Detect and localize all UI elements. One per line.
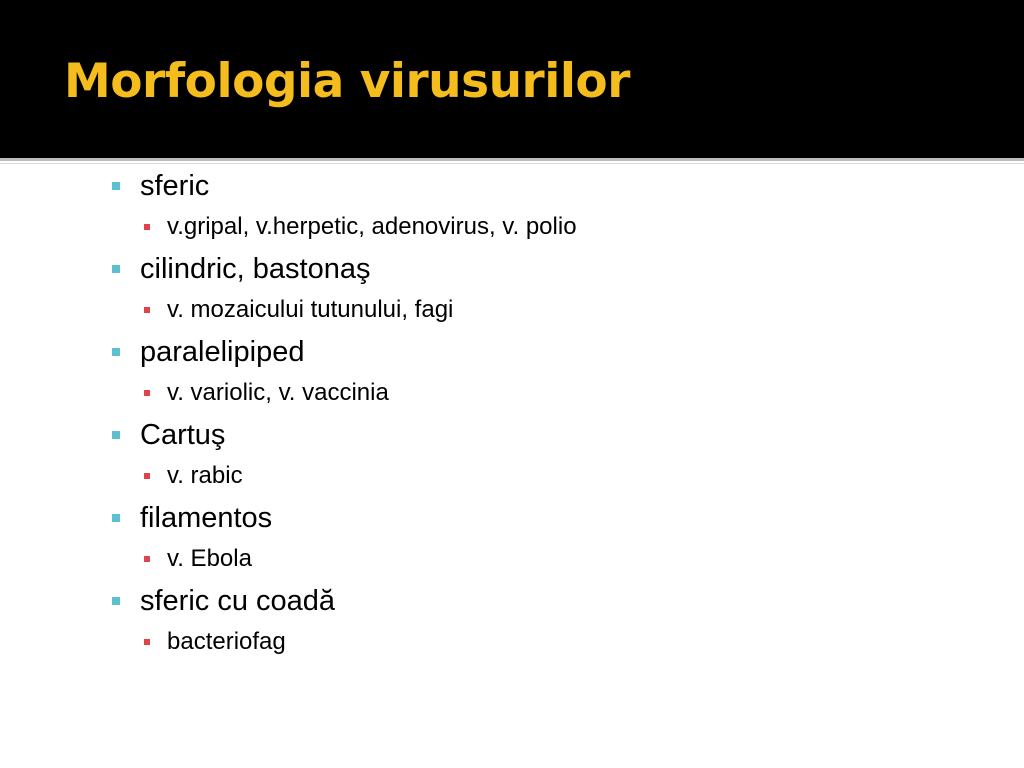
- square-bullet-icon: [144, 307, 150, 313]
- bullet-level-1: [112, 250, 992, 287]
- list-item: [112, 582, 992, 665]
- bullet-level-1: [112, 582, 992, 619]
- bullet-level-2: [112, 619, 992, 665]
- bullet-level-2: [112, 204, 992, 250]
- sub-bullet-text: v. Ebola: [167, 545, 252, 572]
- list-item: [112, 416, 992, 499]
- bullet-level-1: [112, 333, 992, 370]
- bullet-level-2: [112, 287, 992, 333]
- square-bullet-icon: [144, 224, 150, 230]
- square-bullet-icon: [112, 514, 120, 522]
- bullet-text: Cartuş: [140, 418, 226, 451]
- list-item: [112, 250, 992, 333]
- title-divider-thin: [0, 163, 1024, 164]
- sub-bullet-text: v. mozaicului tutunului, fagi: [167, 296, 454, 323]
- bullet-text: filamentos: [140, 501, 273, 534]
- sub-bullet-text: v.gripal, v.herpetic, adenovirus, v. polio: [167, 213, 577, 240]
- square-bullet-icon: [112, 182, 120, 190]
- bullet-level-2: [112, 453, 992, 499]
- bullet-level-2: [112, 536, 992, 582]
- square-bullet-icon: [112, 348, 120, 356]
- square-bullet-icon: [112, 265, 120, 273]
- bullet-text: paralelipiped: [140, 335, 305, 368]
- bullet-level-1: [112, 499, 992, 536]
- list-item: [112, 499, 992, 582]
- bullet-text: sferic: [140, 169, 210, 202]
- bullet-level-2: [112, 370, 992, 416]
- bullet-text: cilindric, bastonaş: [140, 252, 371, 285]
- square-bullet-icon: [144, 390, 150, 396]
- bullet-list: [112, 167, 992, 665]
- square-bullet-icon: [144, 473, 150, 479]
- list-item: [112, 333, 992, 416]
- sub-bullet-text: bacteriofag: [167, 628, 286, 655]
- bullet-level-1: [112, 416, 992, 453]
- square-bullet-icon: [144, 639, 150, 645]
- square-bullet-icon: [112, 431, 120, 439]
- title-divider: [0, 158, 1024, 161]
- list-item: [112, 167, 992, 250]
- sub-bullet-text: v. rabic: [167, 462, 243, 489]
- sub-bullet-text: v. variolic, v. vaccinia: [167, 379, 389, 406]
- title-bar: [0, 0, 1024, 158]
- bullet-level-1: [112, 167, 992, 204]
- slide-title: Morfologia virusurilor: [64, 54, 630, 109]
- square-bullet-icon: [144, 556, 150, 562]
- square-bullet-icon: [112, 597, 120, 605]
- bullet-text: sferic cu coadă: [140, 584, 336, 617]
